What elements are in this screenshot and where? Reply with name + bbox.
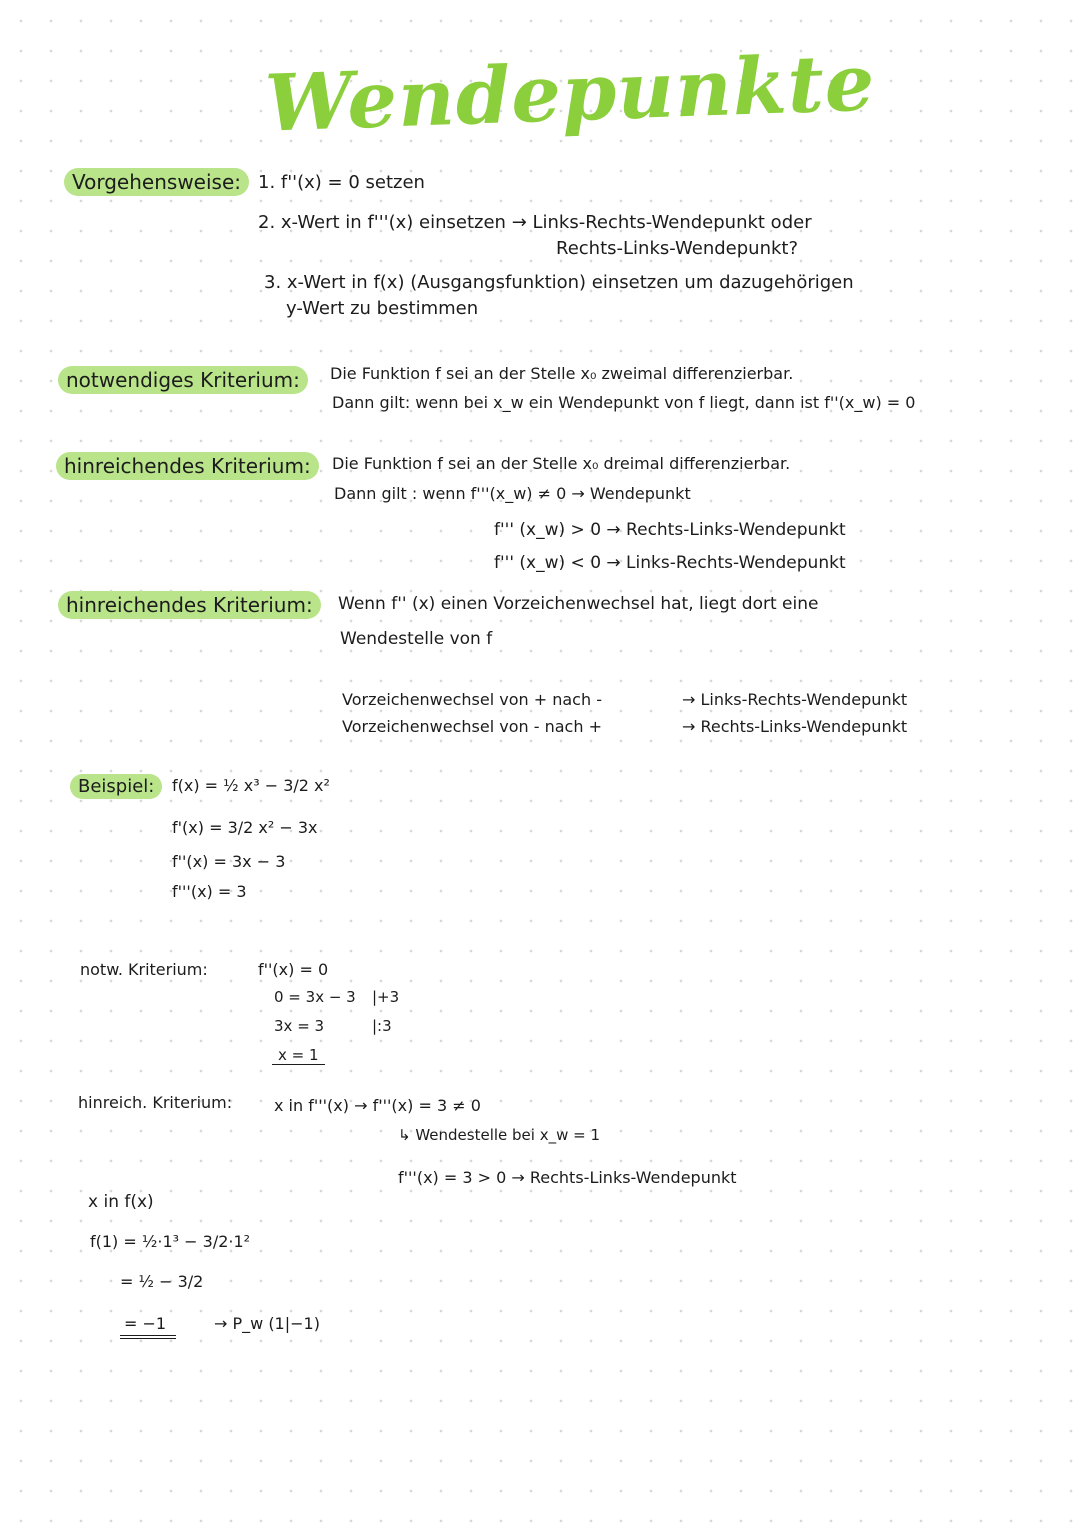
notw-rechnung-result: x = 1 — [272, 1046, 325, 1065]
vzw-plus-minus-result: → Links-Rechts-Wendepunkt — [682, 690, 908, 709]
hinr-rechnung-label: hinreich. Kriterium: — [78, 1093, 233, 1112]
hinr-rechnung-step-2: ↳ Wendestelle bei x_w = 1 — [398, 1126, 601, 1144]
notwendig-label: notwendiges Kriterium: — [58, 366, 308, 394]
vorgehen-step-3: 3. x-Wert in f(x) (Ausgangsfunktion) einsetzen um dazugehörigen — [264, 272, 854, 293]
vorgehen-step-2: 2. x-Wert in f'''(x) einsetzen → Links-Rechts-Wendepunkt oder — [258, 212, 812, 233]
notwendig-line-1: Die Funktion f sei an der Stelle x₀ zweimal differenzierbar. — [330, 364, 794, 383]
vorgehen-step-1: 1. f''(x) = 0 setzen — [258, 172, 425, 193]
notw-rechnung-note-2: |:3 — [372, 1017, 392, 1035]
wendepunkt-result: → P_w (1|−1) — [214, 1314, 320, 1333]
hinreichend-2-label: hinreichendes Kriterium: — [58, 591, 321, 619]
hinreichend-1-line-1: Die Funktion f sei an der Stelle x₀ dreimal differenzierbar. — [332, 454, 791, 473]
notw-rechnung-start: f''(x) = 0 — [258, 960, 329, 979]
vorgehen-step-2b: Rechts-Links-Wendepunkt? — [556, 238, 799, 259]
y-rechnung-label: x in f(x) — [88, 1192, 154, 1212]
beispiel-label: Beispiel: — [70, 774, 162, 799]
notw-rechnung-label: notw. Kriterium: — [80, 960, 208, 979]
vorgehen-label: Vorgehensweise: — [64, 168, 249, 196]
y-rechnung-step-1: f(1) = ½·1³ − 3/2·1² — [90, 1232, 251, 1251]
hinr-rechnung-step-3: f'''(x) = 3 > 0 → Rechts-Links-Wendepunkt — [398, 1168, 737, 1187]
beispiel-f3: f'''(x) = 3 — [172, 882, 247, 901]
beispiel-f: f(x) = ½ x³ − 3/2 x² — [172, 776, 330, 795]
beispiel-f1: f'(x) = 3/2 x² − 3x — [172, 818, 318, 837]
notw-rechnung-note-1: |+3 — [372, 988, 400, 1006]
page-title: Wendepunkte — [263, 37, 877, 150]
notw-rechnung-step-2: 3x = 3 — [274, 1017, 325, 1035]
hinreichend-1-label: hinreichendes Kriterium: — [56, 452, 319, 480]
notwendig-line-2: Dann gilt: wenn bei x_w ein Wendepunkt von f liegt, dann ist f''(x_w) = 0 — [332, 393, 916, 412]
vorgehen-step-3b: y-Wert zu bestimmen — [286, 298, 479, 319]
vzw-minus-plus-result: → Rechts-Links-Wendepunkt — [682, 717, 908, 736]
hinreichend-1-line-4: f''' (x_w) < 0 → Links-Rechts-Wendepunkt — [494, 553, 846, 573]
hinreichend-1-line-3: f''' (x_w) > 0 → Rechts-Links-Wendepunkt — [494, 520, 846, 540]
hinreichend-2-line-1: Wenn f'' (x) einen Vorzeichenwechsel hat, liegt dort eine — [338, 594, 819, 614]
y-rechnung-step-2: = ½ − 3/2 — [120, 1272, 204, 1291]
vzw-minus-plus: Vorzeichenwechsel von - nach + — [342, 717, 602, 736]
notw-rechnung-step-1: 0 = 3x − 3 — [274, 988, 356, 1006]
y-rechnung-result: = −1 — [120, 1314, 176, 1339]
vzw-plus-minus: Vorzeichenwechsel von + nach - — [342, 690, 602, 709]
beispiel-f2: f''(x) = 3x − 3 — [172, 852, 286, 871]
hinreichend-1-line-2: Dann gilt : wenn f'''(x_w) ≠ 0 → Wendepunkt — [334, 484, 691, 503]
hinr-rechnung-step-1: x in f'''(x) → f'''(x) = 3 ≠ 0 — [274, 1096, 481, 1115]
hinreichend-2-line-2: Wendestelle von f — [340, 629, 493, 649]
